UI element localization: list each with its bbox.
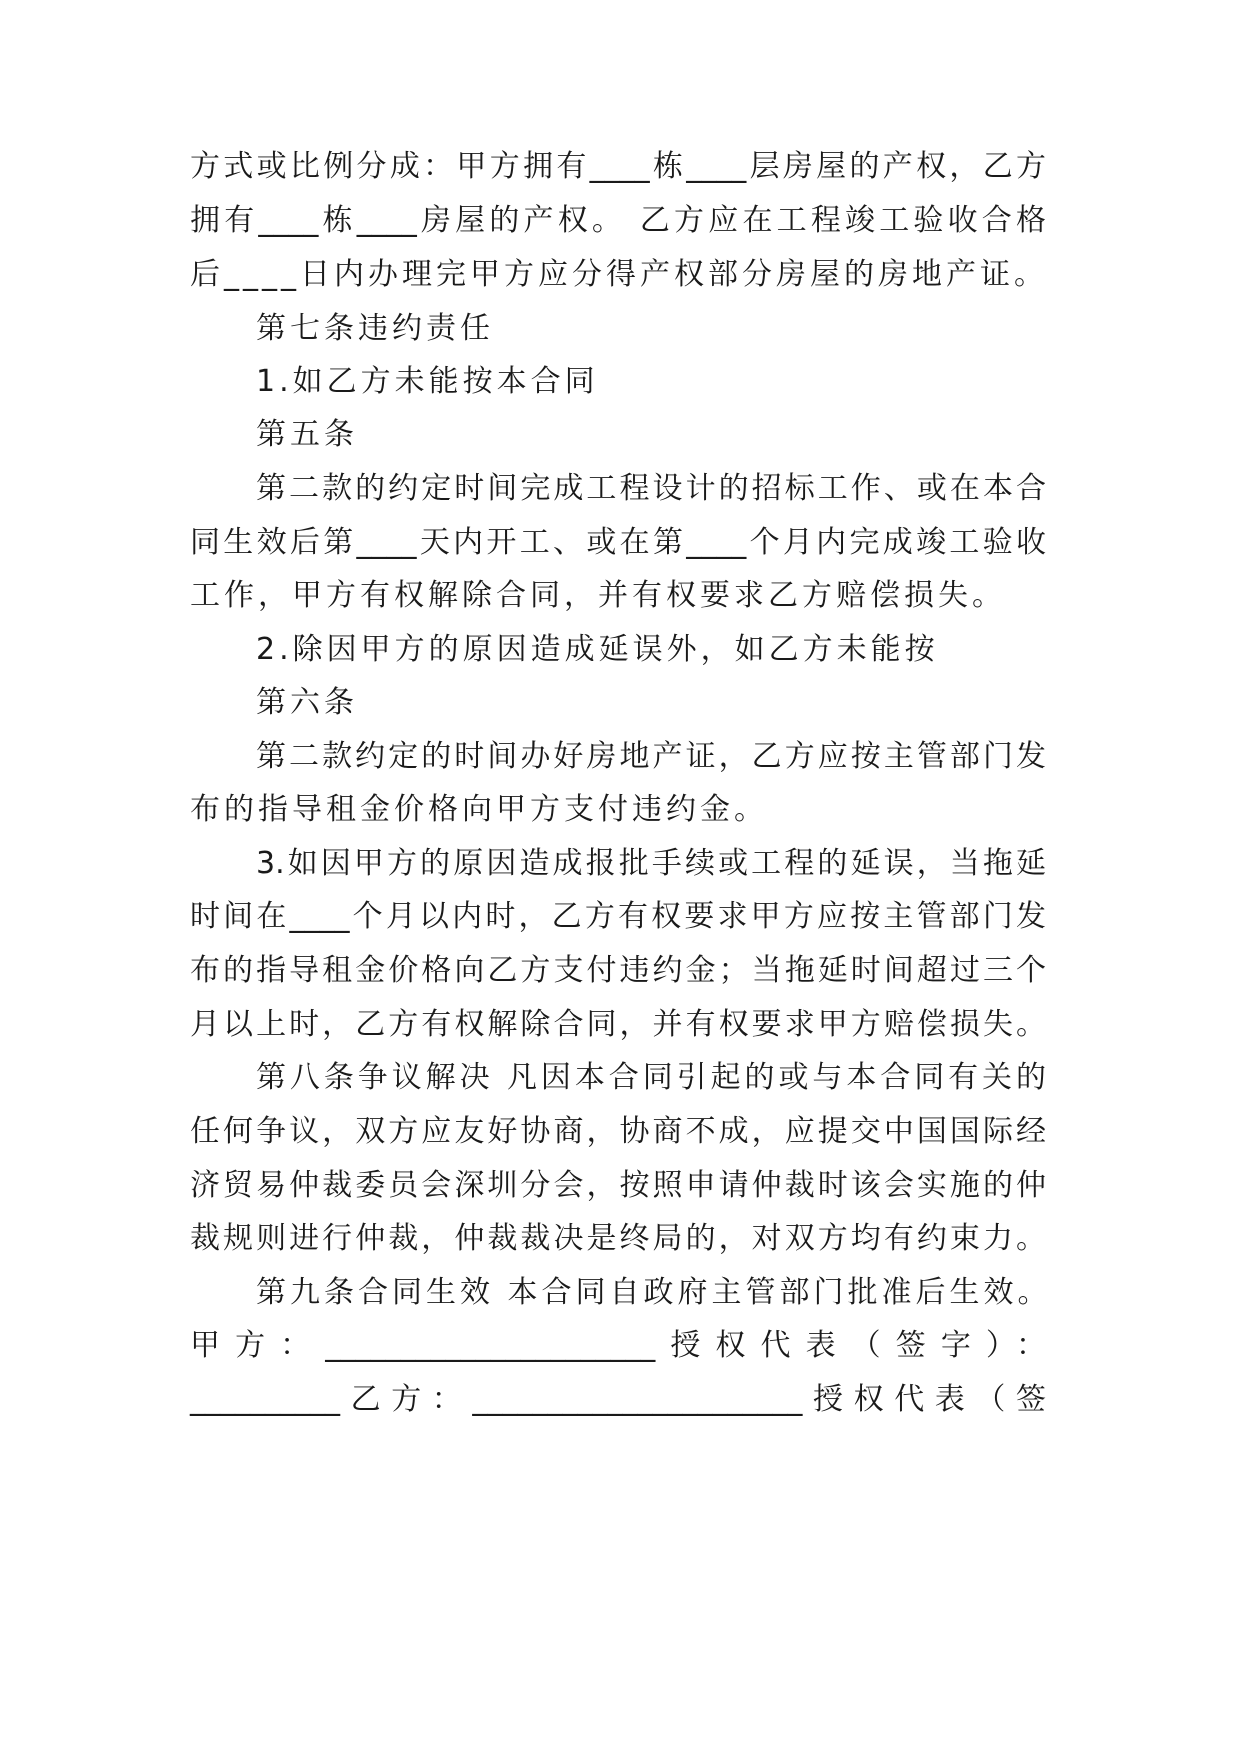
section-heading: 第八条争议解决 凡因本合同引起的或与本合同有关的 — [256, 1060, 1046, 1095]
text-line: 3.如因甲方的原因造成报批手续或工程的延误，当拖延 — [256, 846, 1046, 881]
text-line: 方式或比例分成：甲方拥有____栋____层房屋的产权，乙方 — [190, 149, 1046, 184]
text-line: 布的指导租金价格向乙方支付违约金；当拖延时间超过三个 — [190, 953, 1046, 988]
text-line: 裁规则进行仲裁，仲裁裁决是终局的，对双方均有约束力。 — [190, 1221, 1046, 1256]
text-line: 第五条 — [256, 417, 358, 452]
text-line: 同生效后第____天内开工、或在第____个月内完成竣工验收 — [190, 525, 1046, 560]
text-line: 后____日内办理完甲方应分得产权部分房屋的房地产证。 — [190, 257, 1048, 292]
signature-line: __________乙方：______________________授权代表（签 — [190, 1382, 1046, 1417]
text-line: 月以上时，乙方有权解除合同，并有权要求甲方赔偿损失。 — [190, 1007, 1046, 1042]
text-line: 工作，甲方有权解除合同，并有权要求乙方赔偿损失。 — [190, 578, 1006, 613]
text-line: 济贸易仲裁委员会深圳分会，按照申请仲裁时该会实施的仲 — [190, 1168, 1046, 1203]
text-line: 1.如乙方未能按本合同 — [256, 364, 599, 399]
text-line: 2.除因甲方的原因造成延误外，如乙方未能按 — [256, 632, 939, 667]
text-line: 第二款约定的时间办好房地产证，乙方应按主管部门发 — [256, 739, 1046, 774]
text-line: 布的指导租金价格向甲方支付违约金。 — [190, 792, 768, 827]
signature-line: 甲方：______________________授权代表（签字）： — [190, 1328, 1046, 1363]
text-line: 时间在____个月以内时，乙方有权要求甲方应按主管部门发 — [190, 899, 1046, 934]
text-line: 第二款的约定时间完成工程设计的招标工作、或在本合 — [256, 471, 1046, 506]
text-line: 第六条 — [256, 685, 358, 720]
section-heading: 第七条违约责任 — [256, 311, 494, 346]
text-line: 拥有____栋____房屋的产权。 乙方应在工程竣工验收合格 — [190, 203, 1046, 238]
text-line: 任何争议，双方应友好协商，协商不成，应提交中国国际经 — [190, 1114, 1046, 1149]
section-heading: 第九条合同生效 本合同自政府主管部门批准后生效。 — [256, 1275, 1052, 1310]
